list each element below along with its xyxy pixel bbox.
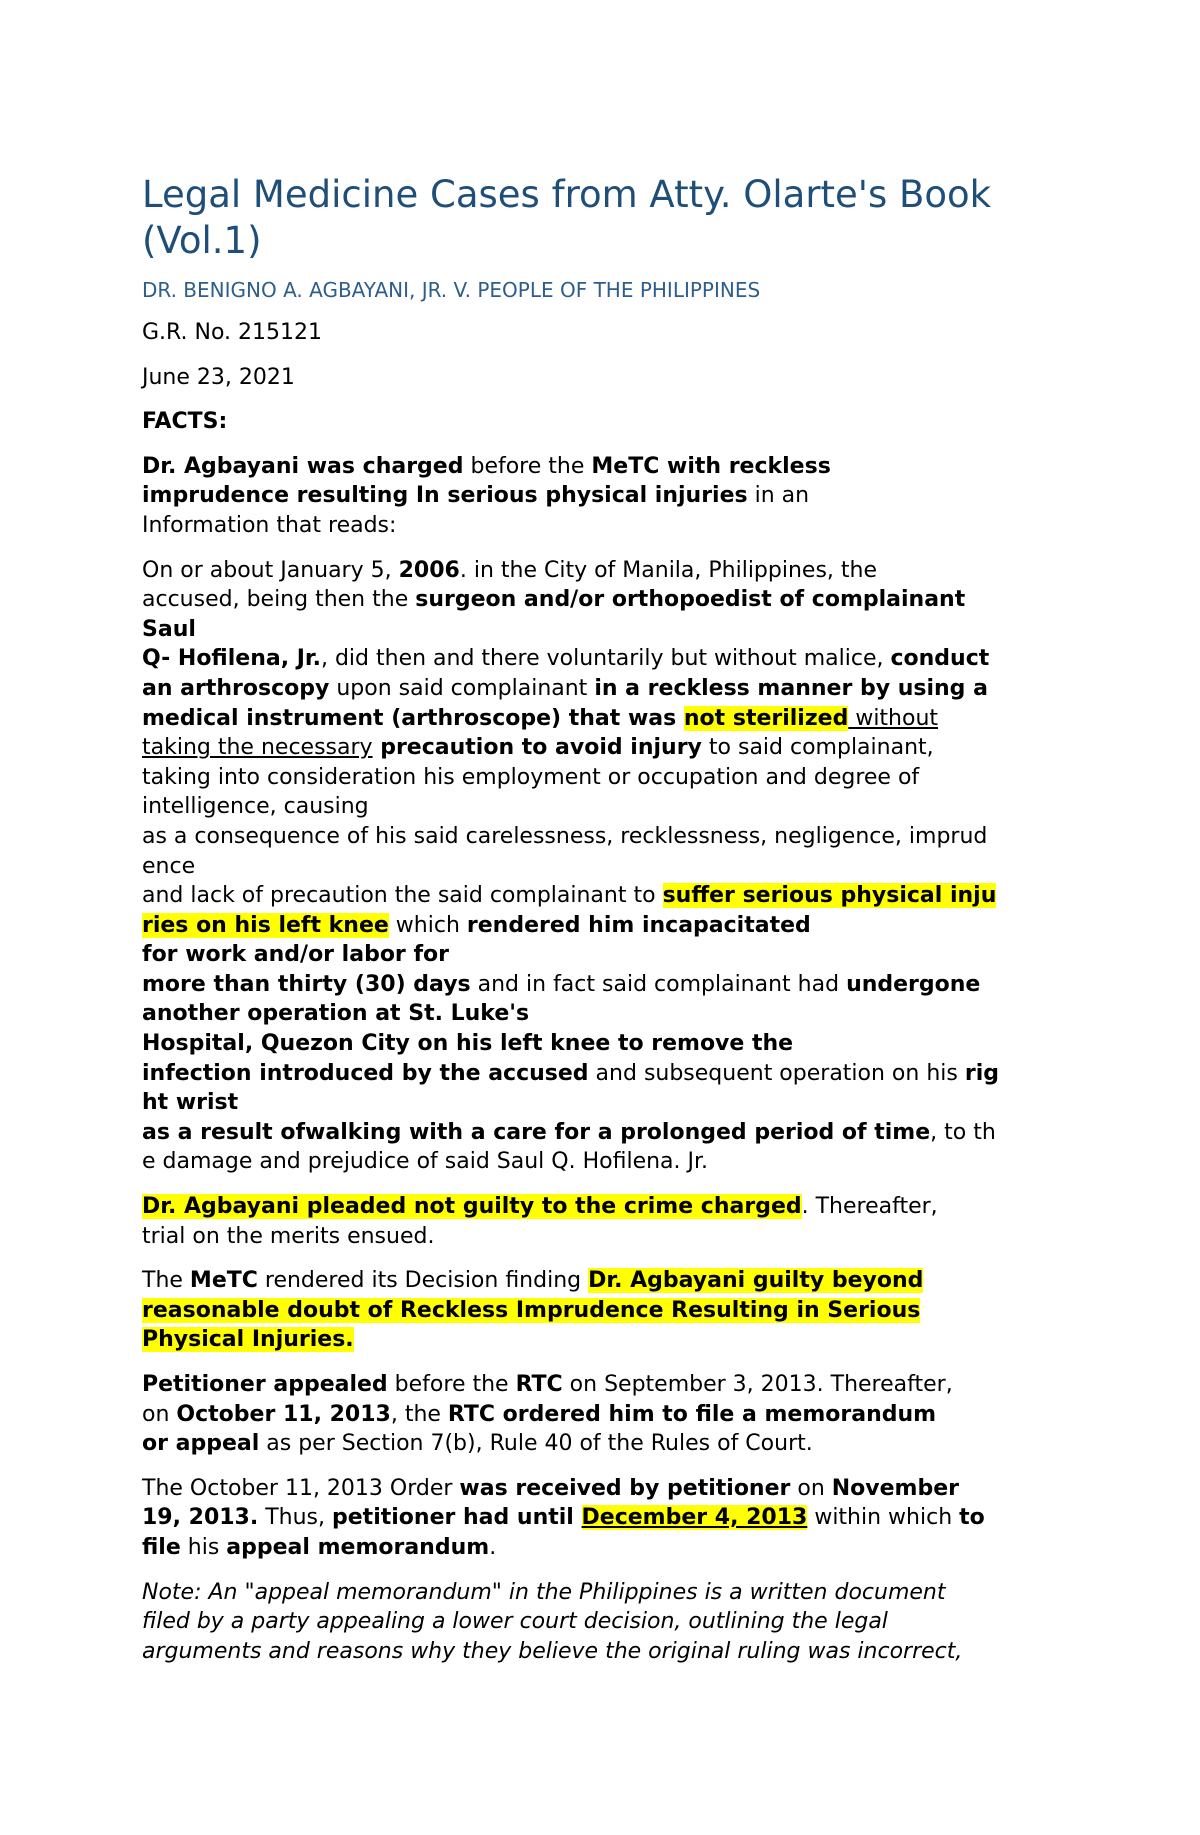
text-run: appeal memorandum [226, 1534, 490, 1560]
paragraph-order-received [142, 1474, 1067, 1563]
highlight: Dr. Agbayani guilty beyond [588, 1268, 924, 1294]
text-run: another operation at St. Luke's [142, 1001, 530, 1027]
text-run: rendered him incapacitated [466, 912, 811, 938]
text-run: 2006 [398, 557, 460, 583]
text-run: ence [142, 853, 196, 879]
text-run: an arthroscopy [142, 675, 330, 701]
text-run: , did then and there voluntarily but without malice, [320, 646, 891, 672]
underline-text: December 4, 2013 [581, 1505, 808, 1531]
text-run: Hospital, Quezon City on his left knee to remove the [142, 1031, 794, 1057]
text-run: trial on the merits ensued. [142, 1223, 435, 1249]
text-run: as a result ofwalking with a care for a prolonged period of time [142, 1119, 931, 1145]
text-run: Dr. Agbayani was charged [142, 453, 464, 479]
text-run: in a reckless manner by using a [594, 675, 988, 701]
text-run: , to th [930, 1119, 996, 1145]
text-run: and lack of precaution the said complainant to [142, 883, 663, 909]
information-text [142, 556, 1067, 1177]
facts-heading-text: FACTS: [142, 409, 228, 435]
text-run: RTC [515, 1372, 563, 1397]
text-run: petitioner had until [332, 1505, 582, 1531]
text-run: precaution to avoid injury [372, 735, 702, 761]
text-run: Thus, [258, 1505, 333, 1531]
text-run: to said complainant, [701, 735, 934, 761]
text-run: surgeon and/or orthopoedist of complainant [415, 587, 966, 613]
text-run: Note: An "appeal memorandum" in the Philippines is a written document [142, 1579, 946, 1605]
text-run: intelligence, causing [142, 794, 369, 820]
text-run: more than thirty (30) days [142, 971, 471, 997]
underline-text: taking the necessary [142, 735, 373, 761]
highlight: ries on his left knee [142, 912, 389, 938]
text-run: and subsequent operation on his [588, 1060, 965, 1086]
text-run: e damage and prejudice of said Saul Q. Hofilena. Jr. [142, 1149, 709, 1175]
text-run: . [489, 1534, 497, 1560]
case-title: DR. BENIGNO A. AGBAYANI, JR. V. PEOPLE OF THE PHILIPPINES [142, 278, 761, 302]
text-run: on September 3, 2013. Thereafter, [562, 1372, 953, 1397]
gr-number: G.R. No. 215121 [142, 320, 323, 345]
text-run: within which [807, 1505, 960, 1531]
text-run: The October 11, 2013 Order [142, 1475, 460, 1501]
text-run: imprudence resulting In serious physical injuries [142, 483, 748, 509]
paragraph-charge [142, 452, 1067, 541]
text-run: RTC ordered him to file a memorandum [447, 1401, 937, 1427]
text-run: as per Section 7(b), Rule 40 of the Rules of Court. [259, 1431, 813, 1457]
highlight [582, 1505, 808, 1530]
text-run: On or about January 5, [142, 557, 399, 583]
text-run: MeTC [189, 1268, 258, 1294]
text-run: Saul [142, 616, 196, 642]
highlight: Physical Injuries. [142, 1327, 354, 1353]
paragraph-plea [142, 1192, 1067, 1251]
text-run: to [959, 1505, 985, 1531]
text-run: . Thereafter, [801, 1194, 938, 1220]
text-run: upon said complainant [329, 675, 595, 701]
text-run: for work and/or labor for [142, 942, 449, 968]
decision-date: June 23, 2021 [142, 364, 295, 390]
text-run: , the [390, 1401, 448, 1427]
text-run: medical instrument (arthroscope) that was [142, 705, 684, 731]
text-run: October 11, 2013 [176, 1401, 391, 1427]
text-run: before the [387, 1372, 516, 1397]
text-run: The [142, 1268, 190, 1294]
text-run: taking into consideration his employment or occupation and degree of [142, 764, 920, 790]
facts-heading [142, 407, 1067, 437]
document-title: Legal Medicine Cases from Atty. Olarte's Book (Vol.1) [142, 173, 992, 262]
text-run: or appeal [142, 1431, 260, 1457]
note-paragraph [142, 1578, 1067, 1667]
highlight: Dr. Agbayani pleaded not guilty to the crime charged [142, 1194, 802, 1220]
text-run: accused, being then the [142, 587, 416, 613]
text-run: before the [463, 453, 592, 479]
text-run: 19, 2013. [142, 1505, 259, 1531]
text-run: November [831, 1475, 959, 1501]
text-run: conduct [890, 646, 990, 672]
text-run: in an [747, 483, 810, 509]
text-run: arguments and reasons why they believe the original ruling was incorrect, [142, 1638, 963, 1664]
text-run: Information that reads: [142, 512, 397, 538]
text-run: . in the City of Manila, Philippines, the [459, 557, 878, 583]
underline-text: without [848, 705, 939, 731]
text-run: rig [964, 1060, 999, 1086]
text-run: infection introduced by the accused [142, 1060, 589, 1086]
highlight: not sterilized [683, 705, 849, 731]
text-run: MeTC with reckless [591, 453, 831, 479]
text-run: rendered its Decision finding [257, 1268, 589, 1294]
text-run: as a consequence of his said carelessness, recklessness, negligence, imprud [142, 823, 988, 849]
text-run: was received by petitioner [459, 1475, 791, 1501]
text-run: file [142, 1534, 181, 1560]
paragraph-appeal [142, 1370, 1067, 1459]
text-run: filed by a party appealing a lower court decision, outlining the legal [142, 1609, 888, 1635]
text-run: on [142, 1401, 177, 1427]
highlight: suffer serious physical inju [662, 883, 997, 909]
text-run: and in fact said complainant had [470, 971, 847, 997]
text-run: Petitioner appealed [142, 1372, 388, 1397]
text-run: ht wrist [142, 1090, 239, 1116]
text-run: which [388, 912, 467, 938]
paragraph-decision [142, 1266, 1067, 1355]
text-run: undergone [846, 971, 981, 997]
highlight: reasonable doubt of Reckless Imprudence Resulting in Serious [142, 1297, 921, 1323]
text-run: Q- Hofilena, Jr. [142, 646, 321, 672]
text-run: on [790, 1475, 832, 1501]
text-run: his [180, 1534, 227, 1560]
